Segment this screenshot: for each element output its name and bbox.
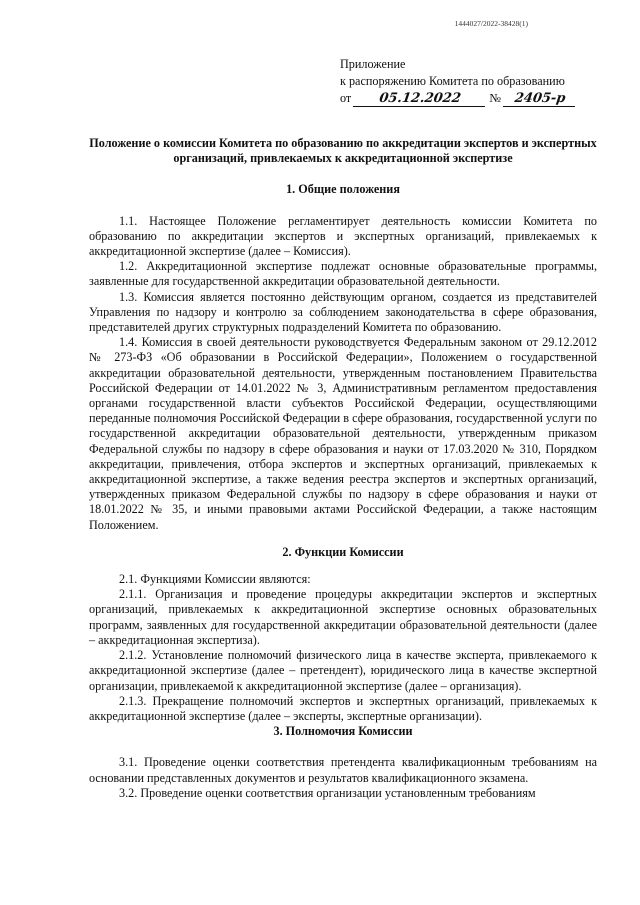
document-title: Положение о комиссии Комитета по образованию по аккредитации экспертов и экспертных организаций, привлекаемых к аккредитационной экспертизе — [89, 136, 597, 166]
appendix-date-number-line — [340, 90, 630, 107]
from-label: от — [340, 91, 352, 105]
paragraph-2-1-2: 2.1.2. Установление полномочий физического лица в качестве эксперта, привлекаемого к аккредитационной экспертизе (далее – претендент), юридического лица в качестве экспертной организации, привлекаемой к аккредитационной экспертизе (далее – организация). — [89, 648, 597, 693]
paragraph-2-1-1: 2.1.1. Организация и проведение процедуры аккредитации экспертов и экспертных организаций, привлекаемых к аккредитационной экспертизе основных образовательных программ, заявленных для государственной аккредитации образовательной деятельности (далее – аккредитационная экспертиза). — [89, 587, 597, 647]
section-heading-powers: 3. Полномочия Комиссии — [273, 724, 413, 739]
paragraph-2-1: 2.1. Функциями Комиссии являются: — [119, 572, 311, 587]
paragraph-1-1: 1.1. Настоящее Положение регламентирует деятельность комиссии Комитета по образованию по аккредитации экспертов и экспертных организаций, привлекаемых к аккредитационной экспертизе (далее – Комиссия). — [89, 213, 597, 259]
appendix-order-line: к распоряжению Комитета по образованию — [340, 74, 565, 88]
paragraph-3-1: 3.1. Проведение оценки соответствия претендента квалификационным требованиям на основании представленных документов и результатов квалификационного экзамена. — [89, 755, 597, 785]
paragraph-1-4: 1.4. Комиссия в своей деятельности руководствуется Федеральным законом от 29.12.2012 № 273-ФЗ «Об образовании в Российской Федерации», Положением о государственной аккредитации образовательной деятельности, утвержденным постановлением Правительства Российской Федерации от 14.01.2022 № 3, Административным регламентом предоставления органами государственной власти субъектов Российской Федерации, осуществляющими переданные полномочия Российской Федерации в сфере образования, государственной услуги по государственной аккредитации образовательной деятельности, утвержденным приказом Федеральной службы по надзору в сфере образования и науки от 17.03.2020 № 310, Порядком аккредитации, привлечения, отбора экспертов и экспертных организаций, привлекаемых к аккредитационной экспертизе, а также ведения реестра экспертов и экспертных организаций, утвержденных приказом Федеральной службы по надзору в сфере образования и науки от 18.01.2022 № 35, и иными правовыми актами Российской Федерации, а также настоящим Положением. — [89, 335, 597, 532]
appendix-title: Приложение — [340, 57, 406, 71]
handwritten-number: 2405-р — [503, 91, 577, 107]
section-heading-functions: 2. Функции Комиссии — [282, 544, 404, 559]
handwritten-date: 05.12.2022 — [353, 91, 487, 107]
document-id: 1444027/2022-38428(1) — [454, 19, 528, 28]
section-heading-general: 1. Общие положения — [286, 182, 400, 197]
paragraph-1-2: 1.2. Аккредитационной экспертизе подлежат основные образовательные программы, заявленные для государственной аккредитации образовательной деятельности. — [89, 259, 597, 289]
paragraph-3-2: 3.2. Проведение оценки соответствия организации установленным требованиям — [119, 785, 536, 800]
appendix-block — [340, 56, 630, 107]
number-label: № — [489, 91, 501, 105]
document-body — [89, 136, 597, 801]
paragraph-2-1-3: 2.1.3. Прекращение полномочий экспертов и экспертных организаций, привлекаемых к аккредитационной экспертизе (далее – эксперты, экспертные организации). — [89, 693, 597, 723]
paragraph-1-3: 1.3. Комиссия является постоянно действующим органом, создается из представителей Управления по надзору и контролю за соблюдением законодательства в сфере образования, представителей других структурных подразделений Комитета по образованию. — [89, 289, 597, 335]
